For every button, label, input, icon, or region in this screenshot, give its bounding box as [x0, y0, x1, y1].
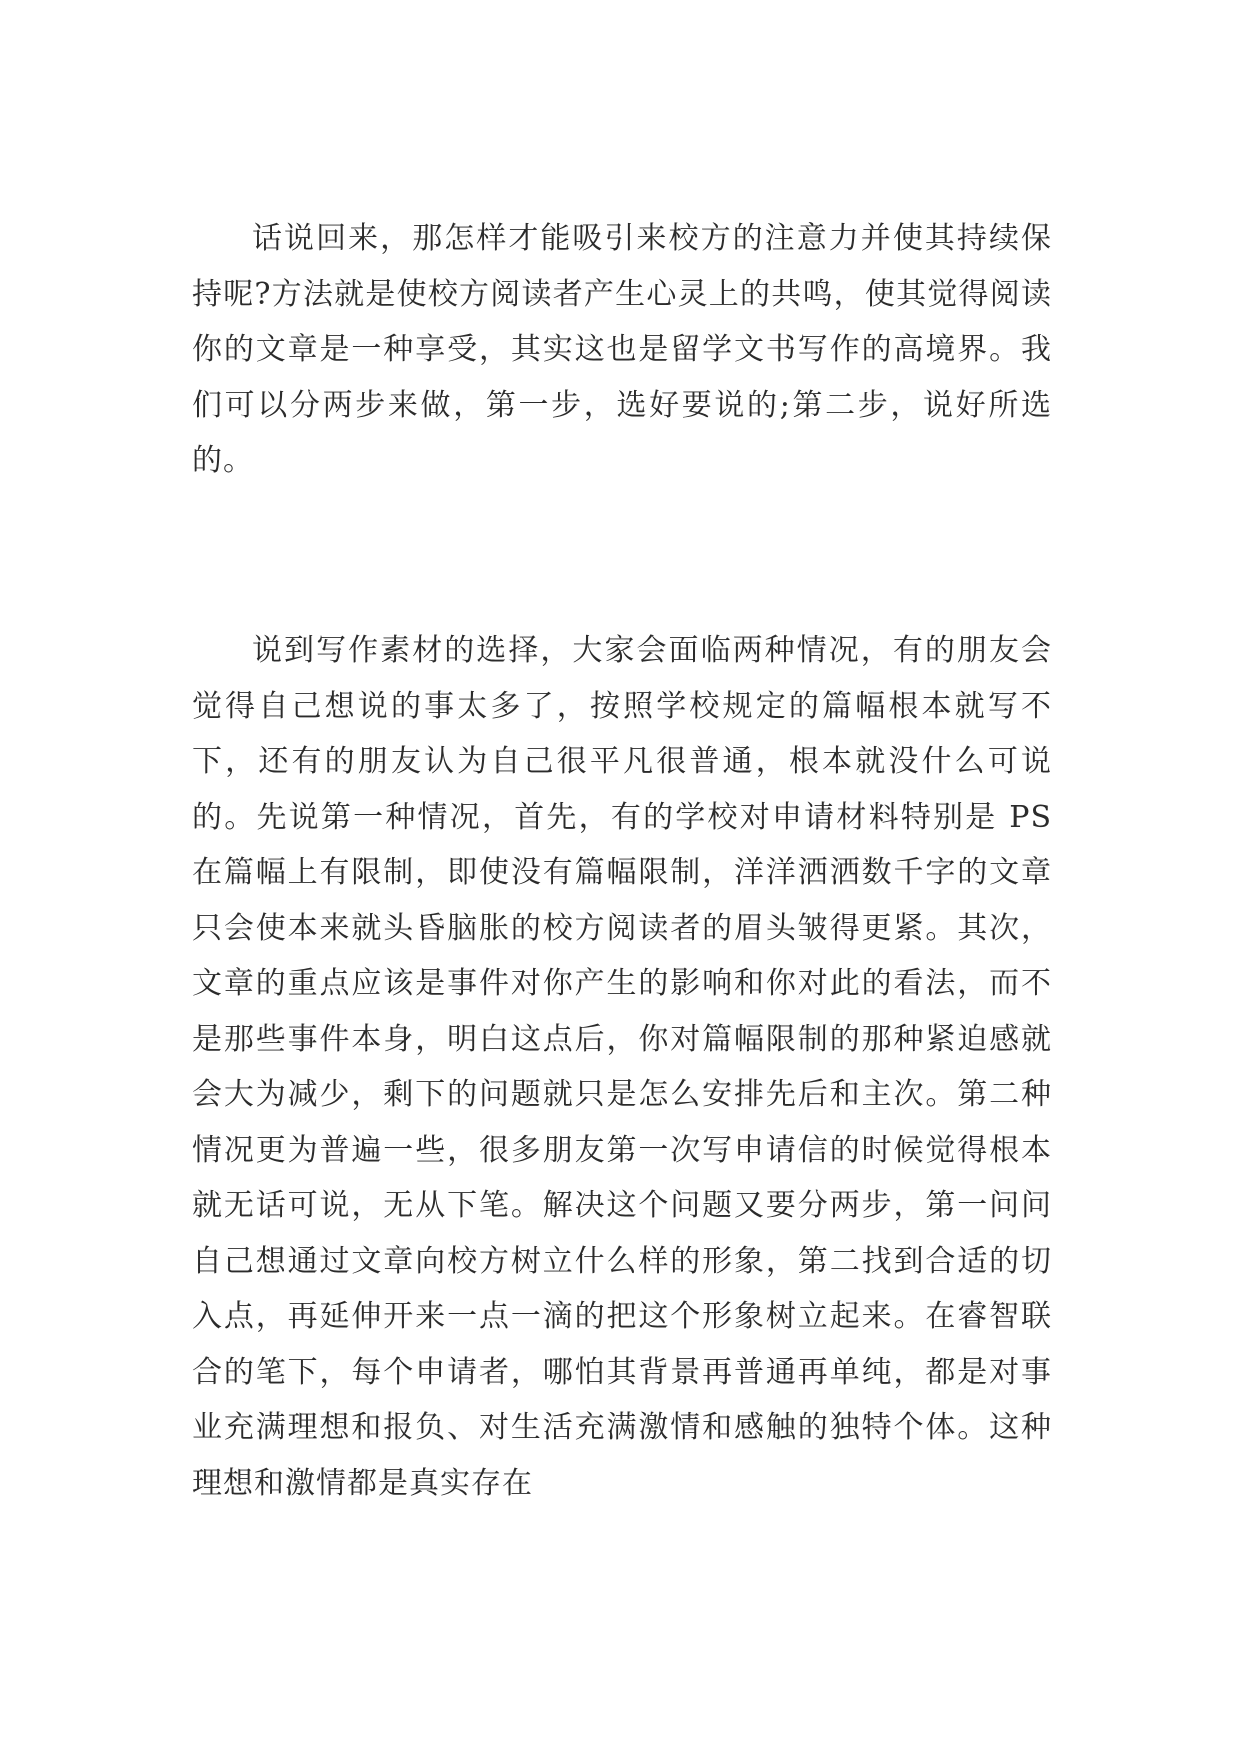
body-paragraph: 话说回来，那怎样才能吸引来校方的注意力并使其持续保持呢?方法就是使校方阅读者产生心灵上的共鸣，使其觉得阅读你的文章是一种享受，其实这也是留学文书写作的高境界。我们可以分两步来做，第一步，选好要说的;第二步，说好所选的。 — [192, 221, 1052, 478]
paragraph-block-2 — [192, 623, 1052, 1511]
paragraph-block-1 — [192, 211, 1052, 489]
body-paragraph: 说到写作素材的选择，大家会面临两种情况，有的朋友会觉得自己想说的事太多了，按照学校规定的篇幅根本就写不下，还有的朋友认为自己很平凡很普通，根本就没什么可说的。先说第一种情况，首先，有的学校对申请材料特别是 PS 在篇幅上有限制，即使没有篇幅限制，洋洋洒洒数千字的文章只会使本来就头昏脑胀的校方阅读者的眉头皱得更紧。其次，文章的重点应该是事件对你产生的影响和你对此的看法，而不是那些事件本身，明白这点后，你对篇幅限制的那种紧迫感就会大为减少，剩下的问题就只是怎么安排先后和主次。第二种情况更为普遍一些，很多朋友第一次写申请信的时候觉得根本就无话可说，无从下笔。解决这个问题又要分两步，第一问问自己想通过文章向校方树立什么样的形象，第二找到合适的切入点，再延伸开来一点一滴的把这个形象树立起来。在睿智联合的笔下，每个申请者，哪怕其背景再普通再单纯，都是对事业充满理想和报负、对生活充满激情和感触的独特个体。这种理想和激情都是真实存在 — [192, 633, 1052, 1501]
